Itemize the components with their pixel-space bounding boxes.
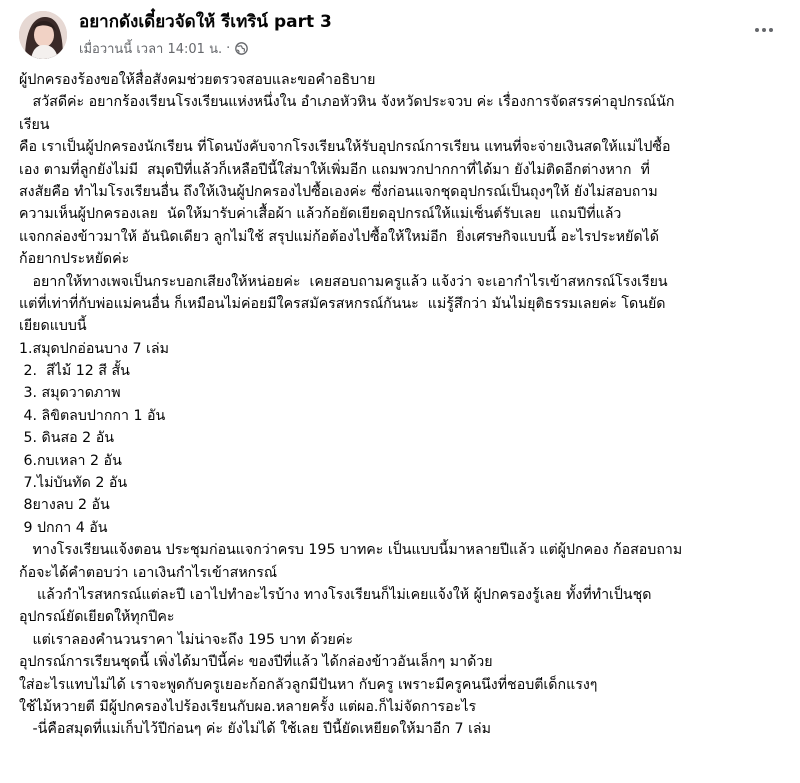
post-text-line: แต่ที่เท่าที่กับพ่อแม่คนอื่น ก็เหมือนไม่ค่อยมีใครสมัครสหกรณ์กันนะ แม่รู้สึกว่า มันไม่ยุติธรรมเลยค่ะ โดนยัด xyxy=(19,295,666,312)
globe-icon[interactable] xyxy=(235,42,248,55)
post-text-line: ทางโรงเรียนแจ้งตอน ประชุมก่อนแจกว่าครบ 195 บาทคะ เป็นแบบนี้มาหลายปีแล้ว แต่ผู้ปกคอง ก้อสอบถาม xyxy=(19,542,683,559)
post-text-line: ก้อจะได้คำตอบว่า เอาเงินกำไรเข้าสหกรณ์ xyxy=(19,564,278,581)
more-options-button[interactable] xyxy=(750,18,778,42)
post-text-line: ใส่อะไรแทบไม่ได้ เราจะพูดกับครูเยอะก้อกลัวลูกมีปันหา กับครู เพราะมีครูคนนึงที่ชอบตีเด็กแรงๆ xyxy=(19,676,598,693)
post-text-line: ความเห็นผู้ปกครองเลย นัดให้มารับค่าเสื้อผ้า แล้วก้อยัดเยียดอุปกรณ์ให้แม่เซ็นต์รับเลย แถมปีที่แล้ว xyxy=(19,206,622,223)
post-text-line: 4. ลิขิตลบปากกา 1 อัน xyxy=(19,407,166,424)
post-text-line: 7.ไม่บันทัด 2 อัน xyxy=(19,475,128,492)
post-text-line: สงสัยคือ ทำไมโรงเรียนอื่น ถึงให้เงินผู้ปกครองไปซื้อเองค่ะ ซึ่งก่อนแจกชุดอุปกรณ์เป็นถุงๆให้ ยังไม่สอบถาม xyxy=(19,183,658,200)
post-text-line: 6.กบเหลา 2 อัน xyxy=(19,452,122,469)
avatar-image xyxy=(19,11,67,59)
avatar[interactable] xyxy=(19,11,67,59)
more-options-icon xyxy=(755,28,773,32)
post-text-line: ผู้ปกครองร้องขอให้สื่อสังคมช่วยตรวจสอบและขอคำอธิบาย xyxy=(19,72,376,88)
post-author-name[interactable]: อยากดังเดี๋ยวจัดให้ รีเทริน์ part 3 xyxy=(79,12,332,32)
post-text-line: เรียน xyxy=(19,116,50,133)
meta-separator: · xyxy=(226,41,231,56)
post-text-line: เอง ตามที่ลูกยังไม่มี สมุดปีที่แล้วก็เหลือปีนี้ใส่มาให้เพิ่มอีก แถมพวกปากกาที่ได้มา ยังไม่ติดอีกต่างหาก ที่ xyxy=(19,161,650,178)
post-text-line: 5. ดินสอ 2 อัน xyxy=(19,430,114,447)
post-header xyxy=(0,0,800,66)
post-text-line: อุปกรณ์การเรียนชุดนี้ เพิ่งได้มาปีนี้ค่ะ ของปีที่แล้ว ได้กล่องข้าวอันเล็กๆ มาด้วย xyxy=(19,654,493,671)
post-text-line: อุปกรณ์ยัดเยียดให้ทุกปีคะ xyxy=(19,609,175,626)
post-text-line: ใช้ไม้หวายตี มีผู้ปกครองไปร้องเรียนกับผอ.หลายครั้ง แต่ผอ.ก็ไม่จัดการอะไร xyxy=(19,698,477,715)
post-text-line: แล้วกำไรสหกรณ์แต่ละปี เอาไปทำอะไรบ้าง ทางโรงเรียนก็ไม่เคยแจ้งให้ ผู้ปกครองรู้เลย ทั้งที่ทำเป็นชุด xyxy=(19,586,652,603)
post-text-line: อยากให้ทางเพจเป็นกระบอกเสียงให้หน่อยค่ะ เคยสอบถามครูแล้ว แจ้งว่า จะเอากำไรเข้าสหกรณ์โรงเรียน xyxy=(19,273,668,290)
post-timestamp[interactable]: เมื่อวานนี้ เวลา 14:01 น. xyxy=(79,42,223,57)
post-text-line: คือ เราเป็นผู้ปกครองนักเรียน ที่โดนบังคับจากโรงเรียนให้รับอุปกรณ์การเรียน แทนที่จะจ่ายเงินสดให้แม่ไปซื้อ xyxy=(19,139,671,156)
post-meta xyxy=(79,38,248,59)
post-text-line: 2. สีไม้ 12 สี สั้น xyxy=(19,363,130,380)
post-text-line: แจกกล่องข้าวมาให้ อันนิดเดียว ลูกไม่ใช้ สรุปแม่ก้อต้องไปซื้อให้ใหม่อีก ยิ่งเศรษกิจแบบนี้ อะไรประหยัดได้ xyxy=(19,228,659,245)
post-text xyxy=(19,69,789,741)
post-text-line: แต่เราลองคำนวนราคา ไม่น่าจะถึง 195 บาท ด้วยค่ะ xyxy=(19,631,353,648)
post-text-line: สวัสดีค่ะ อยากร้องเรียนโรงเรียนแห่งหนึ่งใน อำเภอหัวหิน จังหวัดประจวบ ค่ะ เรื่องการจัดสรรค่าอุปกรณ์นัก xyxy=(19,94,675,111)
post-text-line: ก้อยากประหยัดค่ะ xyxy=(19,251,130,268)
post-text-line: 9 ปกกา 4 อัน xyxy=(19,519,108,536)
post-text-line: 1.สมุดปกอ่อนบาง 7 เล่ม xyxy=(19,340,169,357)
post-text-line: 3. สมุดวาดภาพ xyxy=(19,385,121,402)
post-text-line: เยียดแบบนี้ xyxy=(19,318,87,335)
post-text-line: -นี่คือสมุดที่แม่เก็บไว้ปีก่อนๆ ค่ะ ยังไม่ได้ ใช้เลย ปีนี้ยัดเหยียดให้มาอีก 7 เล่ม xyxy=(19,721,491,738)
post-text-line: 8ยางลบ 2 อัน xyxy=(19,497,110,514)
